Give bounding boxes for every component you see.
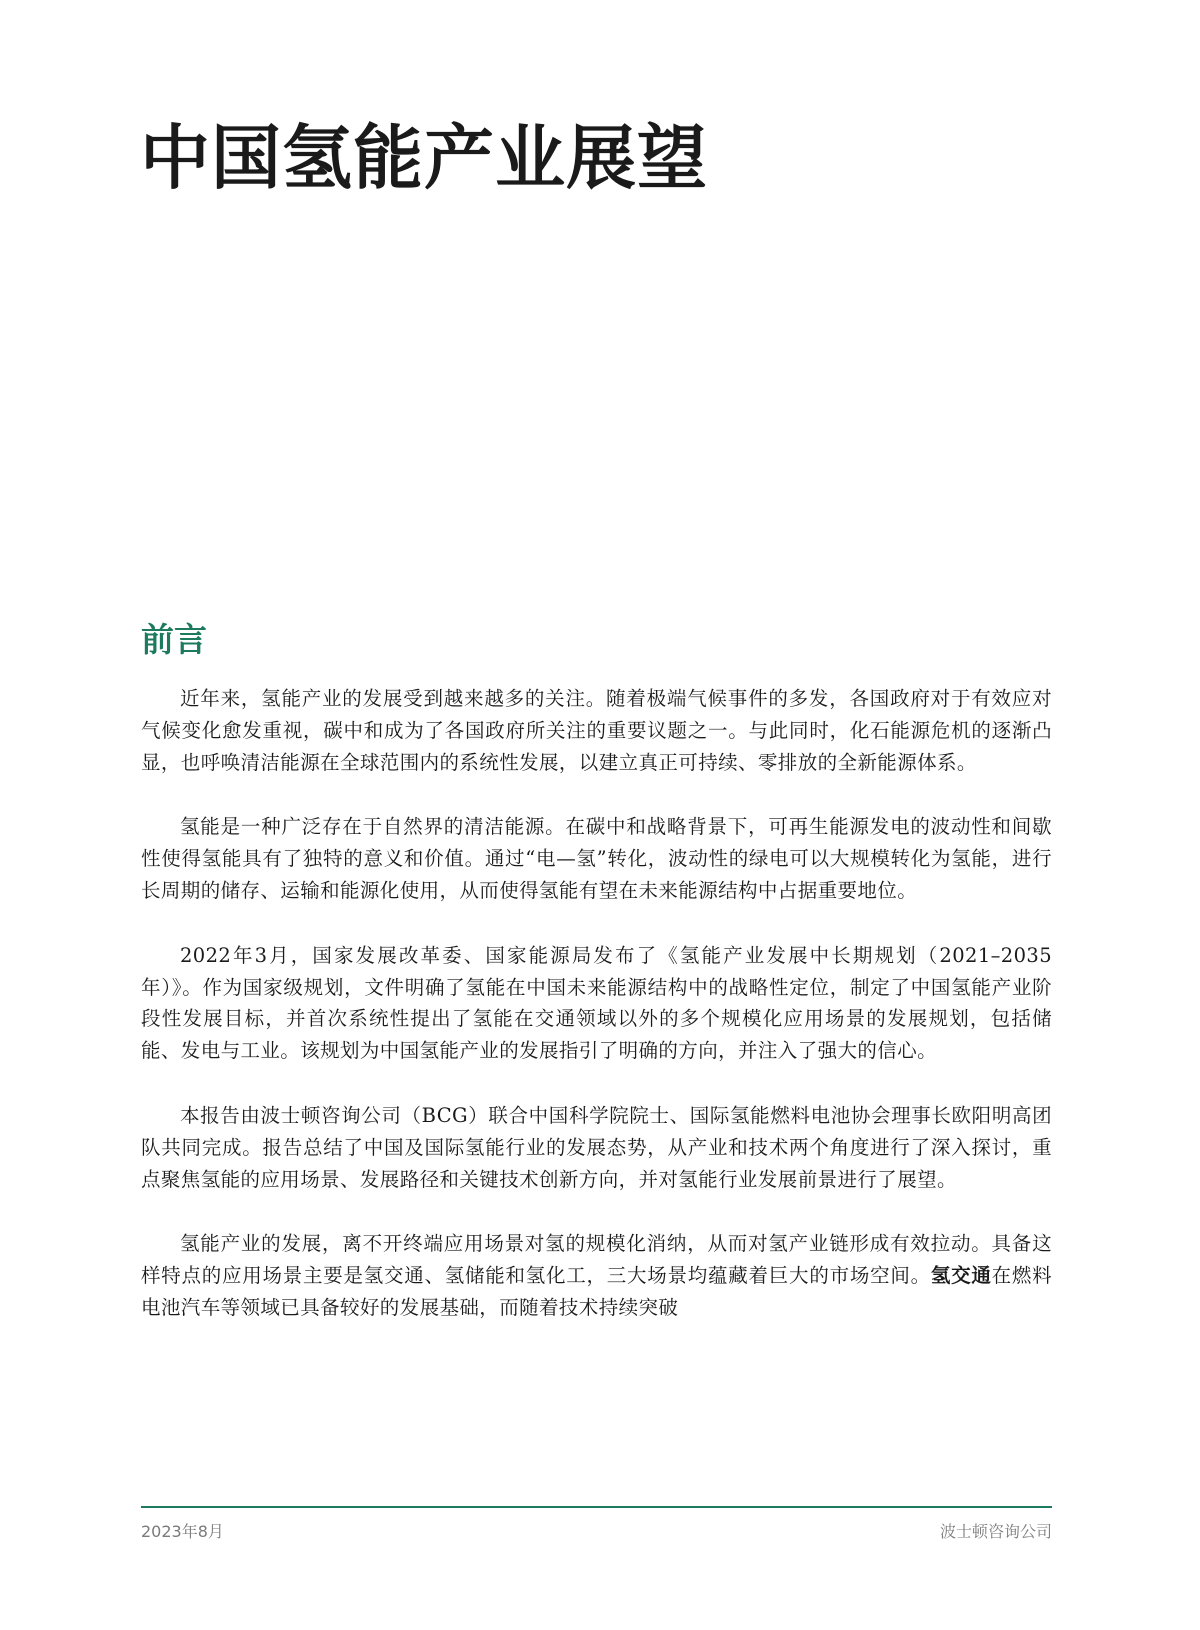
document-title: 中国氢能产业展望 xyxy=(140,116,708,199)
paragraph: 氢能是一种广泛存在于自然界的清洁能源。在碳中和战略背景下，可再生能源发电的波动性和间歇性使得氢能具有了独特的意义和价值。通过“电—氢”转化，波动性的绿电可以大规模转化为氢能，进行长周期的储存、运输和能源化使用，从而使得氢能有望在未来能源结构中占据重要地位。 xyxy=(141,815,1052,902)
paragraph: 2022年3月，国家发展改革委、国家能源局发布了《氢能产业发展中长期规划（2021–2035年）》。作为国家级规划，文件明确了氢能在中国未来能源结构中的战略性定位，制定了中国氢能产业阶段性发展目标，并首次系统性提出了氢能在交通领域以外的多个规模化应用场景的发展规划，包括储能、发电与工业。该规划为中国氢能产业的发展指引了明确的方向，并注入了强大的信心。 xyxy=(141,943,1052,1063)
paragraph-text: 氢能产业的发展，离不开终端应用场景对氢的规模化消纳，从而对氢产业链形成有效拉动。具备这样特点的应用场景主要是氢交通、氢储能和氢化工，三大场景均蕴藏着巨大的市场空间。 xyxy=(141,1232,1052,1288)
footer-publisher: 波士顿咨询公司 xyxy=(939,1522,1052,1541)
footer-date: 2023年8月 xyxy=(141,1522,224,1541)
paragraph: 近年来，氢能产业的发展受到越来越多的关注。随着极端气候事件的多发，各国政府对于有效应对气候变化愈发重视，碳中和成为了各国政府所关注的重要议题之一。与此同时，化石能源危机的逐渐凸显，也呼唤清洁能源在全球范围内的系统性发展，以建立真正可持续、零排放的全新能源体系。 xyxy=(141,687,1052,774)
footer-divider xyxy=(141,1506,1052,1508)
paragraph-text: 在燃料电池汽车等领域已具备较好的发展基础，而随着技术持续突破 xyxy=(141,1264,1052,1319)
preface-body xyxy=(141,683,1052,1357)
bold-term: 氢交通 xyxy=(930,1264,992,1288)
paragraph: 本报告由波士顿咨询公司（BCG）联合中国科学院院士、国际氢能燃料电池协会理事长欧阳明高团队共同完成。报告总结了中国及国际氢能行业的发展态势，从产业和技术两个角度进行了深入探讨，重点聚焦氢能的应用场景、发展路径和关键技术创新方向，并对氢能行业发展前景进行了展望。 xyxy=(141,1103,1052,1191)
preface-heading: 前言 xyxy=(141,620,207,659)
paragraph-last xyxy=(141,1228,1052,1323)
